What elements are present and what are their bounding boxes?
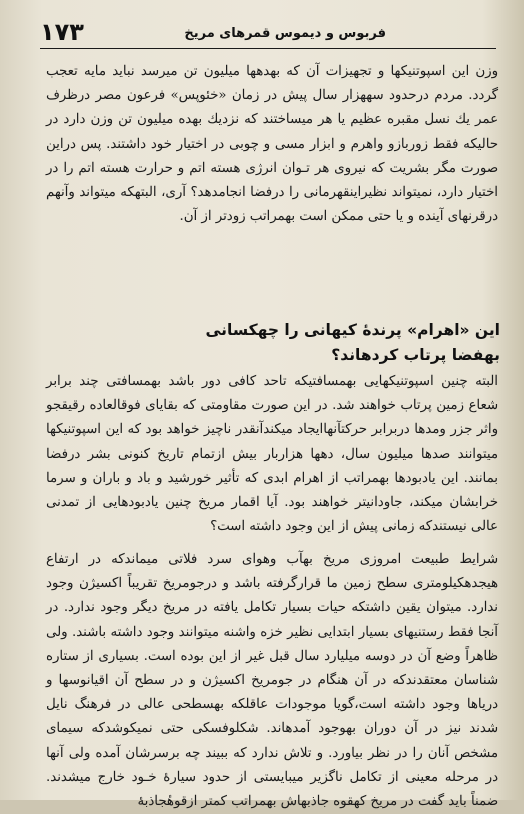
- paragraph-text: وزن این اسپوتنیکها و تجهیزات آن که بهدهها میلیون تن میرسد نباید مایه تعجب گردد. مردم درحدود سههزار سال پیش در زمان «خئوپس» فرعون مصر درظرف عمر یك نسل مقبره عظیم یا هر میساختند که نزدیك بهده میلیون تن وزن دارد در حالیکه فقط زوربازو واهرم و ابزار مسی و چوبی در اختیار خود داشتند. پس دراین صورت مگر بشریت که نیروی هر تـوان انرژی هسته اتم و حرارت هسته اتم را در اختیار دارد، نمیتواند نظیراینقهرمانی را درفضا انجامدهد؟ آری، البتهکه میتواند وآنهم درقرنهای آینده و یا حتی ممکن است بهمراتب زودتر از آن.: [46, 64, 498, 225]
- section-heading-line-2: بهفضا پرتاب کردهاند؟: [331, 346, 500, 364]
- paragraph-3: [46, 548, 498, 814]
- page-header: [40, 18, 496, 49]
- paragraph-text: البته چنین اسپوتنیکهایی بهمسافتیکه تاحد کافی دور باشد بهمسافتی چند برابر شعاع زمین پرتاب خواهند شد. در این صورت مقاومتی که بقایای فوقالعاده رقیقجو واثر جزر ومدها دربرابر حرکتآنهاایجاد میکندآنقدر ناچیز خواهد بود که این اسپوتنیکها میتوانند صدها میلیون سال، دهها هزاربار بیش ازتمام تاریخ کنونی بشر درفضا بمانند. این یادبودها بهمراتب از اهرام ابدی که تأثیر خورشید و باد و باران و سرما خرابشان میکند، جاودانیتر خواهند بود. آیا اقمار مریخ چنین یادبودهایی از تمدنی عالی نیستندکه زمانی پیش از این وجود داشته است؟: [46, 374, 498, 535]
- page-number: ۱۷۳: [40, 18, 84, 46]
- paragraph-1: [46, 60, 498, 229]
- section-heading-line-1: این «اهرام» پرندهٔ کیهانی را چهکسانی: [205, 321, 500, 339]
- paragraph-text: شرایط طبیعت امروزی مریخ بهآب وهوای سرد فلاتی میماندکه در ارتفاع هیجدهکیلومتری سطح زمین ما قرارگرفته باشد و درجومریخ تقریباً اکسیژن وجود ندارد. میتوان یقین داشتکه حیات بسیار تکامل یافته در مریخ دیگر وجود ندارد. در آنجا فقط رستنیهای بسیار ابتدایی نظیر خزه واشنه میتوانند وجود داشته باشند. ولی ظاهراً وضع آن در دوسه میلیارد سال قبل غیر از این بوده است. بسیاری از ستاره شناسان معتقدندکه در آن هنگام در جومریخ اکسیژن و در سطح آن اقیانوسها و دریاها وجود داشته است،گویا موجودات عاقلکه بهسطحی عالی در فرهنگ نایل شدند نیز در آن دوران بهوجود آمدهاند. شکلوفسکی حتی نمیکوشدکه سیمای مشخص آنان را در نظر بیاورد. و تلاش ندارد که ببیند چه برسرشان آمده ولی آنها در مرحله معینی از تکامل ناگزیر میبایستی از حدود سیارهٔ خـود خارج میشدند. ضمناً باید گفت در مریخ کهقوه جاذبهاش بهمراتب کمتر ازقوهٔجاذبهٔ: [46, 552, 498, 810]
- running-title: فربوس و دیموس قمرهای مریخ: [184, 26, 386, 41]
- section-heading: [40, 318, 500, 368]
- paragraph-2: [46, 370, 498, 539]
